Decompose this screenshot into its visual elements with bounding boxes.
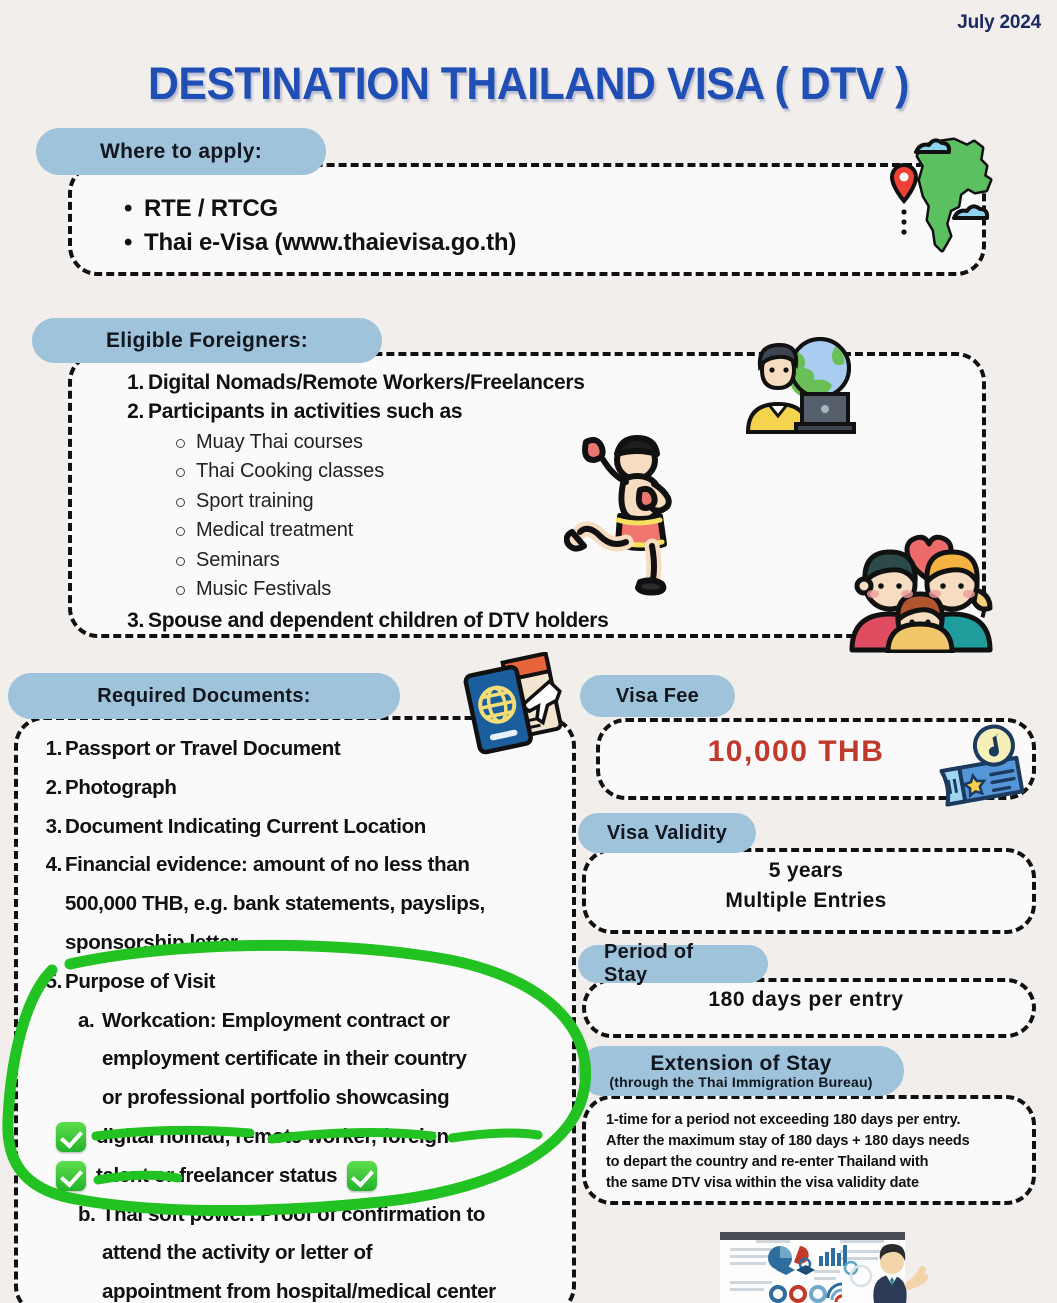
green-check-icon [347, 1161, 377, 1191]
list-item: Medical treatment [170, 516, 762, 545]
eligible-foreigners-label [32, 318, 382, 363]
list-item-number: 5. [45, 969, 62, 993]
sub-list-item-continuation: employment certificate in their country [102, 1047, 467, 1071]
required-documents-label-text: Required Documents: [97, 684, 311, 707]
visa-validity-label-text: Visa Validity [606, 821, 728, 844]
list-item [122, 397, 762, 426]
sub-list-item-continuation: appointment from hospital/medical center [102, 1280, 496, 1303]
sub-list-item-continuation: attend the activity or letter of [102, 1241, 373, 1265]
green-check-icon [56, 1161, 86, 1191]
list-item [122, 606, 762, 635]
list-item-label: Document Indicating Current Location [65, 814, 426, 838]
list-item [34, 769, 564, 808]
digital-nomad-icon [740, 332, 860, 437]
sub-list-item-label: talent or freelancer status [96, 1163, 338, 1187]
date-label: July 2024 [957, 12, 1041, 33]
eligible-foreigners-label-text: Eligible Foreigners: [105, 328, 309, 352]
sub-list-item-continuation: or professional portfolio showcasing [102, 1086, 450, 1110]
list-item-label: Financial evidence: amount of no less than [65, 853, 470, 877]
green-check-icon [56, 1122, 86, 1152]
extension-of-stay-sublabel: (through the Thai Immigration Bureau) [609, 1074, 873, 1090]
list-item [122, 368, 762, 397]
period-of-stay-label [578, 941, 768, 986]
list-item [34, 963, 564, 1002]
sub-list-item-continuation-checked [56, 1118, 564, 1157]
list-item-label: Participants in activities such as [148, 400, 463, 423]
sub-list-item-number: a. [78, 1008, 95, 1032]
visa-fee-value: 10,000 THB [707, 735, 885, 768]
sub-list-item [78, 1196, 564, 1235]
visa-validity-value [596, 856, 1016, 916]
list-item: • RTE / RTCG [124, 192, 824, 226]
extension-of-stay-label [578, 1046, 904, 1096]
list-item: • Thai e-Visa (www.thaievisa.go.th) [124, 226, 824, 260]
list-item-label: Passport or Travel Document [65, 737, 341, 760]
list-item: Thai Cooking classes [170, 457, 762, 486]
visa-fee-label-text: Visa Fee [615, 684, 700, 707]
sub-list-item-label: digital nomad, remote worker, foreign [96, 1124, 449, 1148]
extension-line3: to depart the country and re-enter Thailand with [606, 1154, 929, 1170]
list-item: Muay Thai courses [170, 428, 762, 457]
period-of-stay-value: 180 days per entry [708, 988, 904, 1011]
list-item-label: Photograph [65, 775, 177, 799]
list-item [34, 846, 564, 885]
extension-line1: 1-time for a period not exceeding 180 days per entry. [606, 1112, 961, 1128]
list-item: Seminars [170, 546, 762, 575]
list-item-number: 2. [45, 775, 62, 799]
list-item-continuation: 500,000 THB, e.g. bank statements, payslips, [65, 892, 485, 916]
extension-line4: the same DTV visa within the visa validity date [606, 1175, 919, 1191]
where-to-apply-list [124, 192, 824, 260]
list-item: Sport training [170, 487, 762, 516]
list-item-number: 1. [45, 737, 62, 760]
ticket-icon [928, 722, 1036, 818]
required-documents-list [34, 730, 564, 1303]
extension-of-stay-text [606, 1110, 1026, 1194]
sub-list-item-continuation-checked [56, 1157, 564, 1196]
visa-validity-line1: 5 years [768, 859, 844, 882]
list-item-number: 4. [45, 853, 62, 877]
list-item-number: 1. [127, 371, 144, 394]
period-of-stay-label-text: Period of Stay [604, 941, 694, 986]
sub-list-item-label: Workcation: Employment contract or [102, 1008, 450, 1032]
visa-validity-label [578, 813, 756, 853]
thailand-map-icon [862, 132, 1002, 277]
list-item [34, 808, 564, 847]
list-item-continuation: sponsorship letter [65, 930, 238, 954]
list-item-label: Spouse and dependent children of DTV holders [148, 609, 609, 633]
where-to-apply-label-text: Where to apply: [99, 139, 262, 163]
required-documents-label [8, 673, 400, 719]
business-presentation-icon [688, 1228, 936, 1303]
list-item-label: Purpose of Visit [65, 969, 216, 993]
where-to-apply-label [36, 128, 326, 175]
list-item-number: 3. [127, 609, 144, 633]
list-item-label: Digital Nomads/Remote Workers/Freelancers [148, 371, 585, 394]
sub-list-item [78, 1002, 564, 1041]
list-item-number: 2. [127, 400, 144, 423]
family-icon [848, 528, 998, 653]
passport-icon [458, 652, 583, 760]
visa-validity-line2: Multiple Entries [725, 889, 887, 912]
page-title: DESTINATION THAILAND VISA ( DTV ) [148, 58, 909, 109]
visa-fee-label [580, 675, 735, 717]
extension-line2: After the maximum stay of 180 days + 180 days needs [606, 1133, 970, 1149]
list-item: Music Festivals [170, 575, 762, 604]
extension-of-stay-label-text: Extension of Stay [650, 1052, 832, 1075]
muay-thai-fighter-icon [564, 424, 692, 596]
sub-list-item-label: Thai soft power: Proof of confirmation to [102, 1202, 486, 1226]
list-item-number: 3. [45, 814, 62, 838]
sub-list-item-number: b. [78, 1202, 96, 1226]
